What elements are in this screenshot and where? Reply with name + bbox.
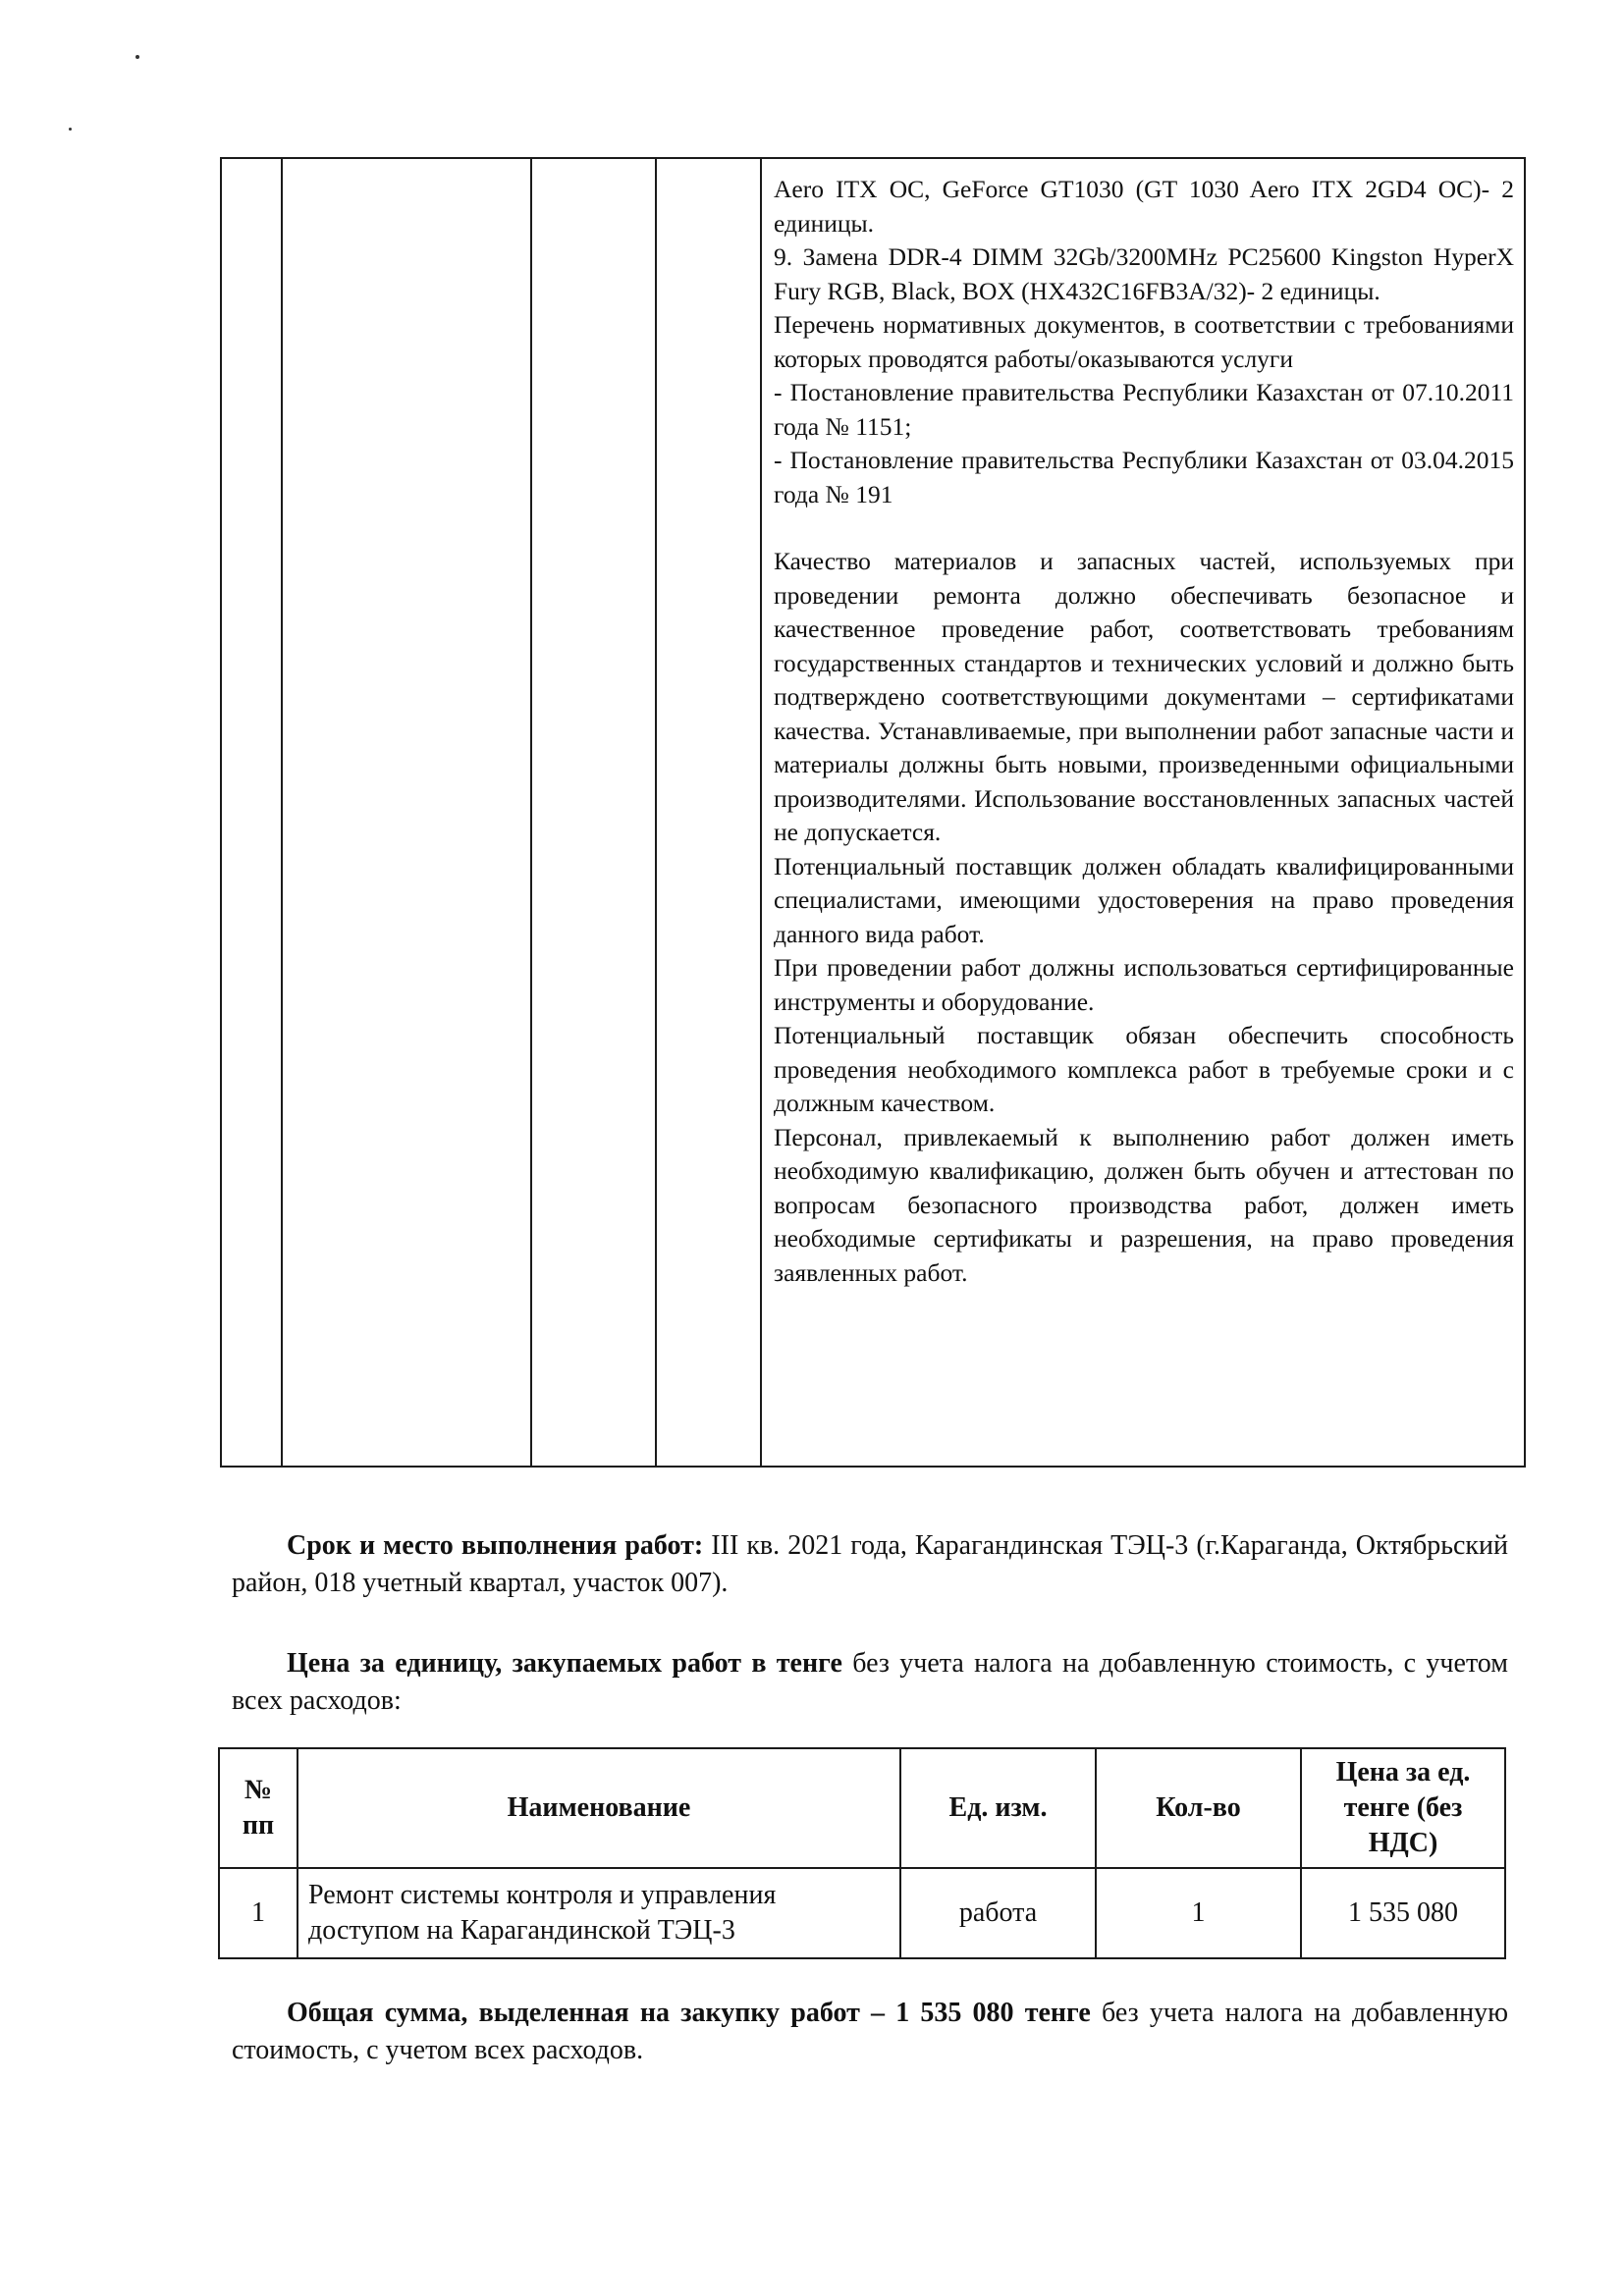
description-paragraph: Персонал, привлекаемый к выполнению работ должен иметь необходимую квалификацию, должен быть обучен и аттестован по вопросам безопасного производства работ, должен иметь необходимые сертификаты и разрешения, на право проведения заявленных работ.: [774, 1122, 1514, 1287]
row-price: 1 535 080: [1301, 1868, 1505, 1958]
table-cell-number: [221, 158, 282, 1467]
table-cell-quantity: [656, 158, 761, 1467]
description-paragraph: - Постановление правительства Республики Казахстан от 07.10.2011 года № 1151;: [774, 378, 1514, 441]
row-name: Ремонт системы контроля и управления доступом на Карагандинской ТЭЦ-3: [298, 1868, 900, 1958]
row-number: 1: [219, 1868, 298, 1958]
price-table: [218, 1747, 1506, 1959]
row-quantity: 1: [1096, 1868, 1301, 1958]
description-paragraph: 9. Замена DDR-4 DIMM 32Gb/3200MHz PC25600 Kingston HyperX Fury RGB, Black, BOX (HX432C16FB3A/32)- 2 единицы.: [774, 242, 1514, 305]
table-cell-description: [761, 158, 1525, 1467]
description-blank-line: [774, 511, 1514, 545]
description-paragraph: Потенциальный поставщик обязан обеспечить способность проведения необходимого комплекса работ в требуемые сроки и с должным качеством.: [774, 1021, 1514, 1117]
table-row: [219, 1868, 1505, 1958]
schedule-paragraph: [232, 1527, 1508, 1602]
row-unit: работа: [900, 1868, 1096, 1958]
unit-price-paragraph: [232, 1645, 1508, 1720]
header-name: Наименование: [298, 1748, 900, 1868]
unit-price-label: Цена за единицу, закупаемых работ в тенге: [287, 1648, 842, 1679]
continuation-table: [220, 157, 1526, 1468]
header-quantity: Кол-во: [1096, 1748, 1301, 1868]
header-number: № пп: [219, 1748, 298, 1868]
total-paragraph: [232, 1995, 1508, 2069]
scan-speck: [135, 55, 139, 59]
total-label: Общая сумма, выделенная на закупку работ – 1 535 080 тенге: [287, 1998, 1091, 2028]
description-paragraph: Потенциальный поставщик должен обладать квалифицированными специалистами, имеющими удостоверения на право проведения данного вида работ.: [774, 851, 1514, 948]
unit-price-text: без учета налога на добавленную стоимость, с учетом всех расходов:: [232, 1648, 1508, 1716]
table-cell-unit: [531, 158, 656, 1467]
schedule-text: III кв. 2021 года, Карагандинская ТЭЦ-3 (г.Караганда, Октябрьский район, 018 учетный квартал, участок 007).: [232, 1530, 1508, 1598]
description-paragraph: - Постановление правительства Республики Казахстан от 03.04.2015 года № 191: [774, 446, 1514, 508]
header-unit: Ед. изм.: [900, 1748, 1096, 1868]
price-table-header-row: [219, 1748, 1505, 1868]
description-paragraph: При проведении работ должны использоваться сертифицированные инструменты и оборудование.: [774, 953, 1514, 1016]
description-paragraph: Качество материалов и запасных частей, используемых при проведении ремонта должно обеспечивать безопасное и качественное проведение работ, соответствовать требованиям государственных стандартов и технических условий и должно быть подтверждено соответствующими документами – сертификатами качества. Устанавливаемые, при выполнении работ запасные части и материалы должны быть новыми, произведенными официальными производителями. Использование восстановленных запасных частей не допускается.: [774, 547, 1514, 846]
schedule-label: Срок и место выполнения работ:: [287, 1530, 704, 1561]
table-cell-name: [282, 158, 531, 1467]
header-price: Цена за ед. тенге (без НДС): [1301, 1748, 1505, 1868]
total-text: без учета налога на добавленную стоимость, с учетом всех расходов.: [232, 1998, 1508, 2065]
description-paragraph: Перечень нормативных документов, в соответствии с требованиями которых проводятся работы/оказываются услуги: [774, 310, 1514, 373]
scan-speck: [69, 128, 72, 131]
description-paragraph: Aero ITX OC, GeForce GT1030 (GT 1030 Aero ITX 2GD4 OC)- 2 единицы.: [774, 175, 1514, 238]
